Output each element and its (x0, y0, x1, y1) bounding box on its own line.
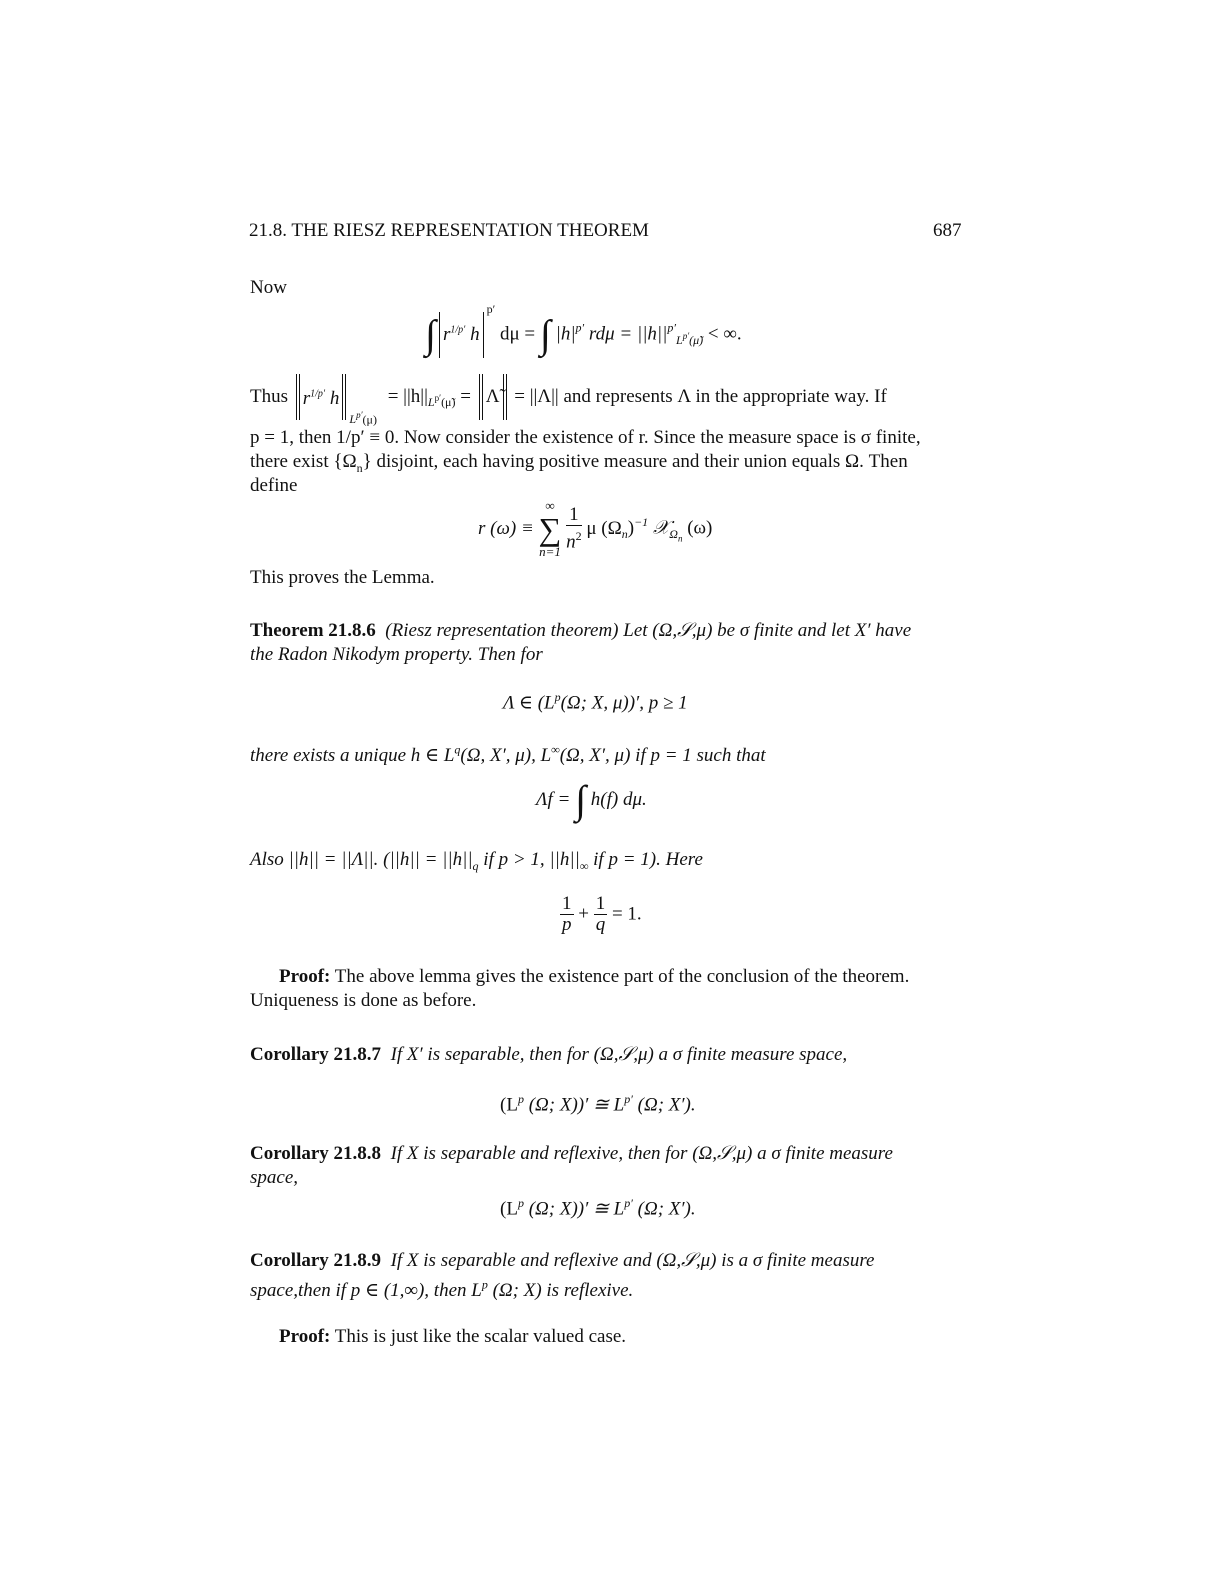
corollary-21-8-7-equation: ($L^p$ (Ω; X))′ ≅ $L^{p'}$ (Ω; X′). (500, 1092, 696, 1116)
paragraph-define: define (250, 475, 298, 496)
theorem-line4: Also ||h|| = ||Λ||. ($||h|| = ||h||_q$ if p > 1, $||h||_\infty$ if p = 1). Here (250, 849, 703, 873)
proof-uniqueness: Uniqueness is done as before. (250, 990, 477, 1011)
equation-r-definition: r (ω) ≡ ∞ ∑ n=1 $\frac{1}{n^2}$ μ $(\Omega_n)^{-1}$ 𝒳$_{\Omega_n}$ (ω) (478, 498, 713, 559)
paragraph-now: Now (250, 277, 287, 298)
theorem-equation-lambda: Λ ∈ ($L^p(\Omega$; X, μ))′, p ≥ 1 (503, 690, 688, 714)
theorem-equation-integral: Λf = ∫ h(f) dμ. (536, 777, 647, 822)
corollary-21-8-8: Corollary 21.8.8 If X is separable and reflexive, then for (Ω,𝒮,μ) a σ finite measure (250, 1143, 893, 1164)
paragraph-thus-line2: p = 1, then 1/p′ ≡ 0. Now consider the existence of r. Since the measure space is σ finite, (250, 427, 921, 448)
equation-norm-integral: ∫ $r^{1/p'}$ $h^{p'}$ dμ = ∫ $|h|^{p'}$ $rd\mu = ||h||^{p'}_{L^{p'}(\mũ)}$ < ∞. (425, 302, 742, 357)
proof-reflexive: Proof: This is just like the scalar valued case. (279, 1326, 627, 1347)
paragraph-thus-line3: there exist $\{\Omega_n\}$ disjoint, each having positive measure and their union equals Ω. Then (250, 451, 908, 475)
corollary-21-8-7: Corollary 21.8.7 If X′ is separable, then for (Ω,𝒮,μ) a σ finite measure space, (250, 1044, 848, 1065)
corollary-21-8-8-equation: ($L^p$ (Ω; X))′ ≅ $L^{p'}$ (Ω; X′). (500, 1196, 696, 1220)
corollary-21-8-9: Corollary 21.8.9 If X is separable and reflexive and (Ω,𝒮,μ) is a σ finite measure (250, 1250, 875, 1271)
running-header: 21.8. THE RIESZ REPRESENTATION THEOREM (249, 220, 649, 241)
theorem-line3: there exists a unique h ∈ $L^q(\Omega$, X′, μ), L∞(Ω, X′, μ) if p = 1 such that (250, 743, 766, 767)
page-number: 687 (933, 220, 962, 241)
corollary-21-8-8-line2: space, (250, 1167, 299, 1188)
proof-existence: Proof: The above lemma gives the existence part of the conclusion of the theorem. (279, 966, 910, 987)
theorem-equation-conjugate: $\frac{1}{p}$ + $\frac{1}{q}$ = 1. (562, 893, 642, 935)
theorem-line1: Theorem 21.8.6 (Riesz representation theorem) Let (Ω,𝒮,μ) be σ finite and let X′ have (250, 620, 912, 641)
lemma-end: This proves the Lemma. (250, 567, 435, 588)
corollary-21-8-9-line2: space,then if p ∈ (1,∞), then $L^p$ (Ω; X) is reflexive. (250, 1278, 634, 1302)
paragraph-thus-line1: Thus $r^{1/p'}$ $h_{L^{p'}(\mu)} = ||h||_{L^{p'}(\mũ)}$ = Λ̃ = ||Λ|| and represents Λ in the appropriate way. If (250, 374, 887, 424)
theorem-line2: the Radon Nikodym property. Then for (250, 644, 543, 665)
